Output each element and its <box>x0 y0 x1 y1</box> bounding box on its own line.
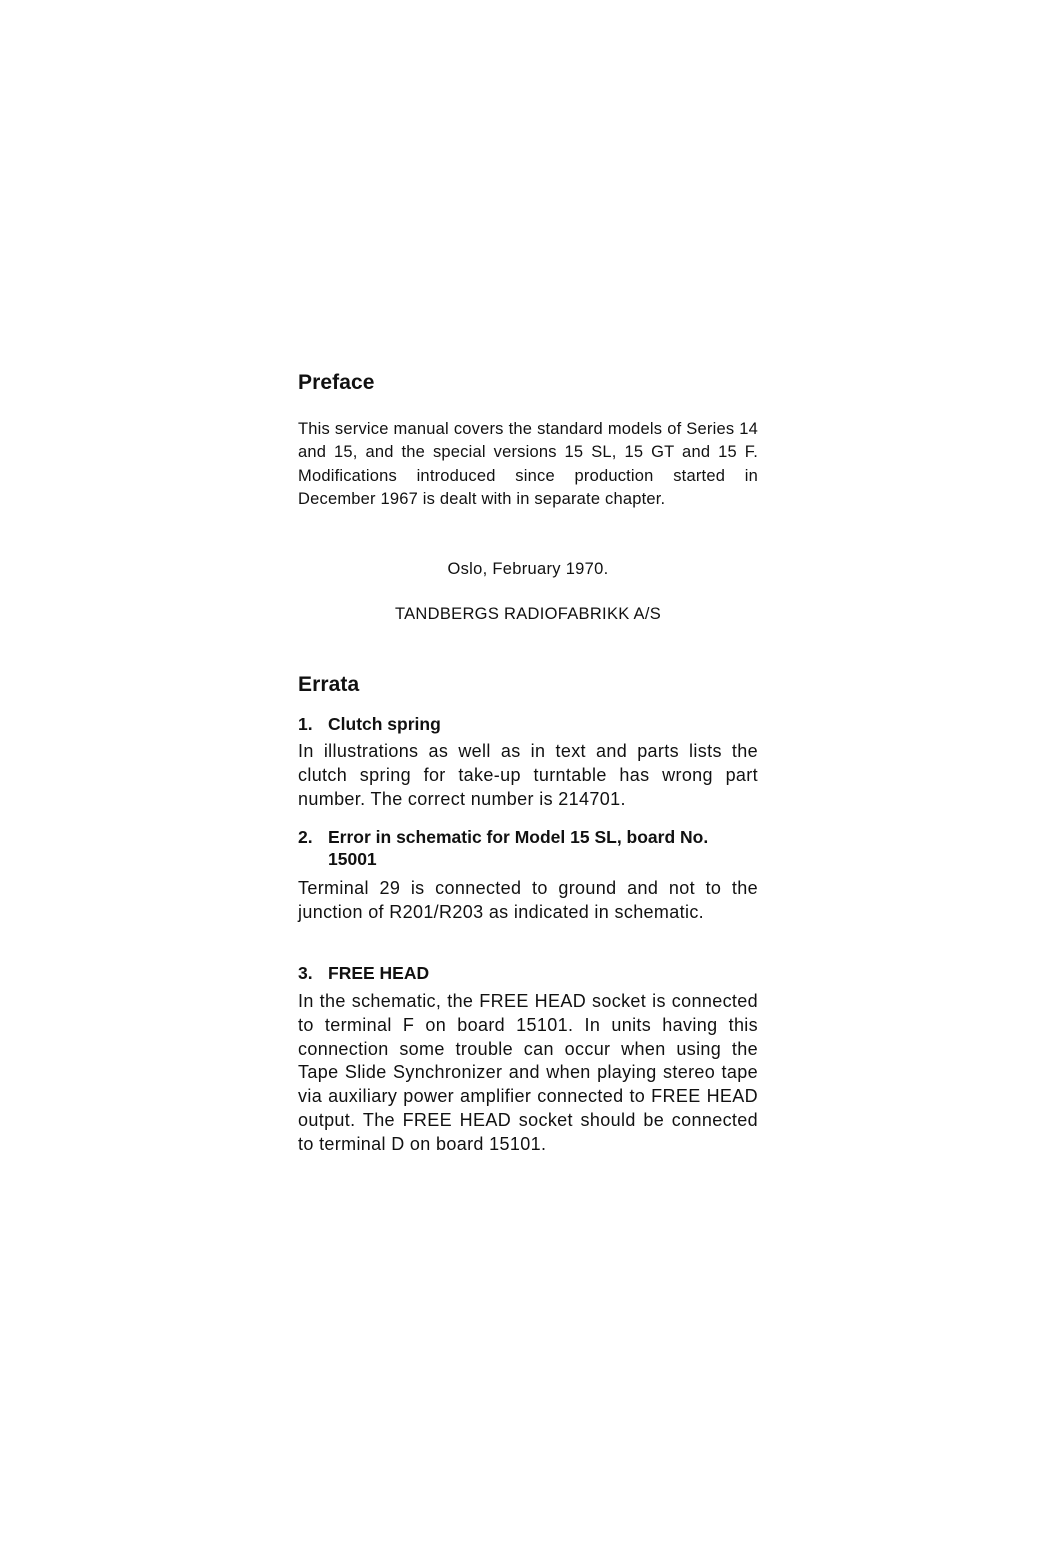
erratum-number: 2. <box>298 827 313 847</box>
erratum-title: Error in schematic for Model 15 SL, board No. 15001 <box>328 827 709 869</box>
erratum-number: 1. <box>298 714 313 734</box>
erratum-heading <box>298 713 758 735</box>
erratum-number: 3. <box>298 963 313 983</box>
erratum-heading <box>298 962 758 984</box>
preface-body: This service manual covers the standard models of Series 14 and 15, and the special versions 15 SL, 15 GT and 15 F. Modifications introduced since production started in December 1967 is dealt with in separate chapter. <box>298 420 758 508</box>
erratum-text: Terminal 29 is connected to ground and not to the junction of R201/R203 as indicated in schematic. <box>298 878 758 922</box>
errata-title: Errata <box>298 673 360 696</box>
erratum-title: FREE HEAD <box>328 963 430 983</box>
preface-company: TANDBERGS RADIOFABRIKK A/S <box>394 605 662 623</box>
erratum-text: In illustrations as well as in text and parts lists the clutch spring for take-up turntable has wrong part number. The correct number is 214701. <box>298 741 758 809</box>
erratum-text: In the schematic, the FREE HEAD socket is connected to terminal F on board 15101. In units having this connection some trouble can occur when using the Tape Slide Synchronizer and when playing stereo tape via auxiliary power amplifier connected to FREE HEAD output. The FREE HEAD socket should be connected to terminal D on board 15101. <box>298 991 758 1154</box>
erratum-title: Clutch spring <box>328 714 441 734</box>
preface-title: Preface <box>298 371 375 394</box>
preface-place-date: Oslo, February 1970. <box>447 560 609 578</box>
erratum-heading <box>298 826 758 870</box>
